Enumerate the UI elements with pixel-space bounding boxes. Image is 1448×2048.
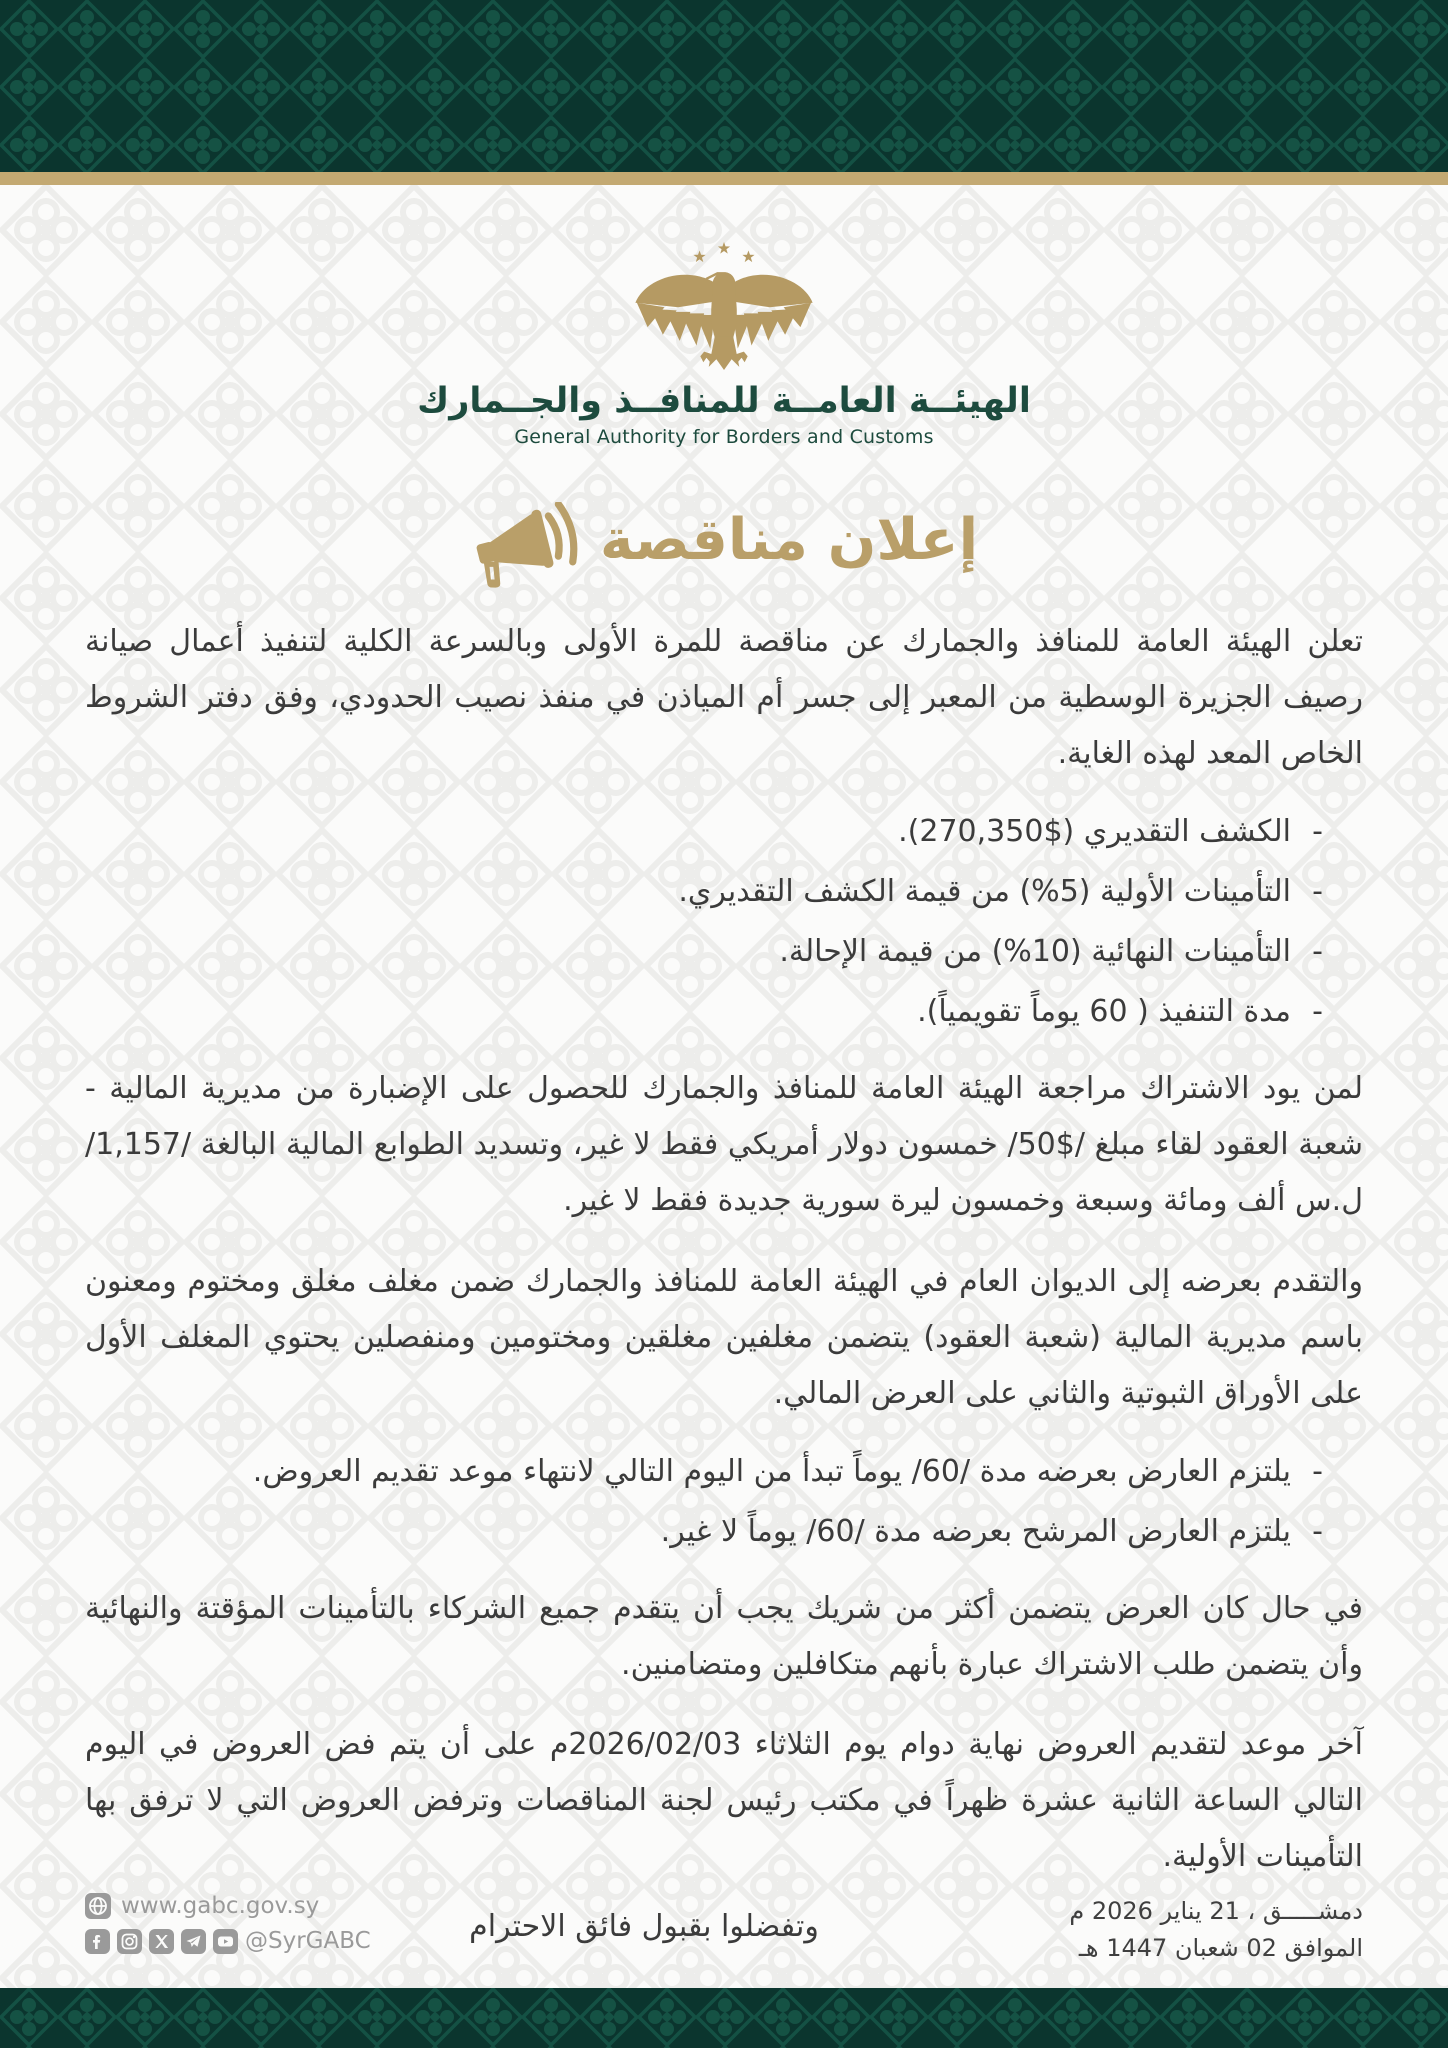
- megaphone-icon: [470, 502, 578, 588]
- detail-execution-period: - مدة التنفيذ ( 60 يوماً تقويمياً).: [85, 986, 1323, 1037]
- facebook-icon: [85, 1929, 110, 1954]
- deadline-paragraph: آخر موعد لتقديم العروض نهاية دوام يوم الثلاثاء 2026/02/03م على أن يتم فض العروض في اليوم التالي الساعة الثانية عشرة ظهراً في مكتب رئيس لجنة المناقصات وترفض العروض التي لا ترفق بها التأمينات الأولية.: [85, 1727, 1363, 1875]
- detail-estimated-cost: - الكشف التقديري ($270,350).: [85, 806, 1323, 857]
- announcement-title: إعلان مناقصة: [599, 506, 979, 573]
- website-url: www.gabc.gov.sy: [121, 1893, 320, 1919]
- commitment-awardee-validity: - يلتزم العارض المرشح بعرضه مدة /60/ يوماً لا غير.: [85, 1506, 1323, 1557]
- authority-logo: [85, 237, 1363, 448]
- date-hijri: الموافق 02 شعبان 1447 هـ: [1078, 1934, 1363, 1963]
- social-handle: @SyrGABC: [245, 1928, 371, 1954]
- authority-name-arabic: الهيئــة العامــة للمنافــذ والجــمارك: [417, 381, 1031, 421]
- telegram-icon: [181, 1929, 206, 1954]
- footer-band: [0, 1988, 1448, 2048]
- date-block: [1069, 1893, 1363, 1967]
- gold-divider-bar: [0, 172, 1448, 185]
- partners-paragraph: في حال كان العرض يتضمن أكثر من شريك يجب أن يتقدم جميع الشركاء بالتأمينات المؤقتة والنهائية وأن يتضمن طلب الاشتراك عبارة بأنهم متكافلين ومتضامنين.: [85, 1590, 1363, 1682]
- eagle-with-stars-icon: [624, 237, 824, 373]
- date-gregorian: دمشـــــق ، 21 يناير 2026 م: [1069, 1897, 1363, 1925]
- participation-paragraph: لمن يود الاشتراك مراجعة الهيئة العامة للمنافذ والجمارك للحصول على الإضبارة من مديرية المالية - شعبة العقود لقاء مبلغ /$50/ خمسون دولار أمريكي فقط لا غير، وتسديد الطوابع المالية البالغة /1,157/ ل.س ألف ومائة وسبعة وخمسون ليرة سورية جديدة فقط لا غير.: [85, 1071, 1363, 1219]
- submission-paragraph: والتقدم بعرضه إلى الديوان العام في الهيئة العامة للمنافذ والجمارك ضمن مغلف مغلق ومختوم ومعنون باسم مديرية المالية (شعبة العقود) يتضمن مغلفين مغلقين ومختومين ومنفصلين يحتوي المغلف الأول على الأوراق الثبوتية والثاني على العرض المالي.: [85, 1263, 1363, 1411]
- authority-name-english: General Authority for Borders and Customs: [514, 426, 934, 448]
- globe-icon: [85, 1893, 111, 1919]
- detail-initial-guarantee: - التأمينات الأولية (5%) من قيمة الكشف التقديري.: [85, 866, 1323, 917]
- closing-salutation: وتفضلوا بقبول فائق الاحترام: [469, 1909, 819, 1945]
- detail-final-guarantee: - التأمينات النهائية (10%) من قيمة الإحالة.: [85, 926, 1323, 977]
- commitment-offer-validity: - يلتزم العارض بعرضه مدة /60/ يوماً تبدأ من اليوم التالي لانتهاء موعد تقديم العروض.: [85, 1446, 1323, 1497]
- contact-block: [85, 1893, 371, 1954]
- tender-details-list: [85, 806, 1363, 1037]
- x-icon: [149, 1929, 174, 1954]
- header-band: [0, 0, 1448, 172]
- instagram-icon: [117, 1929, 142, 1954]
- footer: [85, 1893, 1363, 1967]
- announcement-title-row: [85, 502, 1363, 588]
- intro-paragraph: تعلن الهيئة العامة للمنافذ والجمارك عن مناقصة للمرة الأولى وبالسرعة الكلية لتنفيذ أعمال صيانة رصيف الجزيرة الوسطية من المعبر إلى جسر أم المياذن في منفذ نصيب الحدودي، وفق دفتر الشروط الخاص المعد لهذه الغاية.: [85, 624, 1363, 772]
- commitments-list: [85, 1446, 1363, 1557]
- youtube-icon: [213, 1929, 238, 1954]
- announcement-body: [85, 614, 1363, 1885]
- social-icons-row: [85, 1928, 371, 1954]
